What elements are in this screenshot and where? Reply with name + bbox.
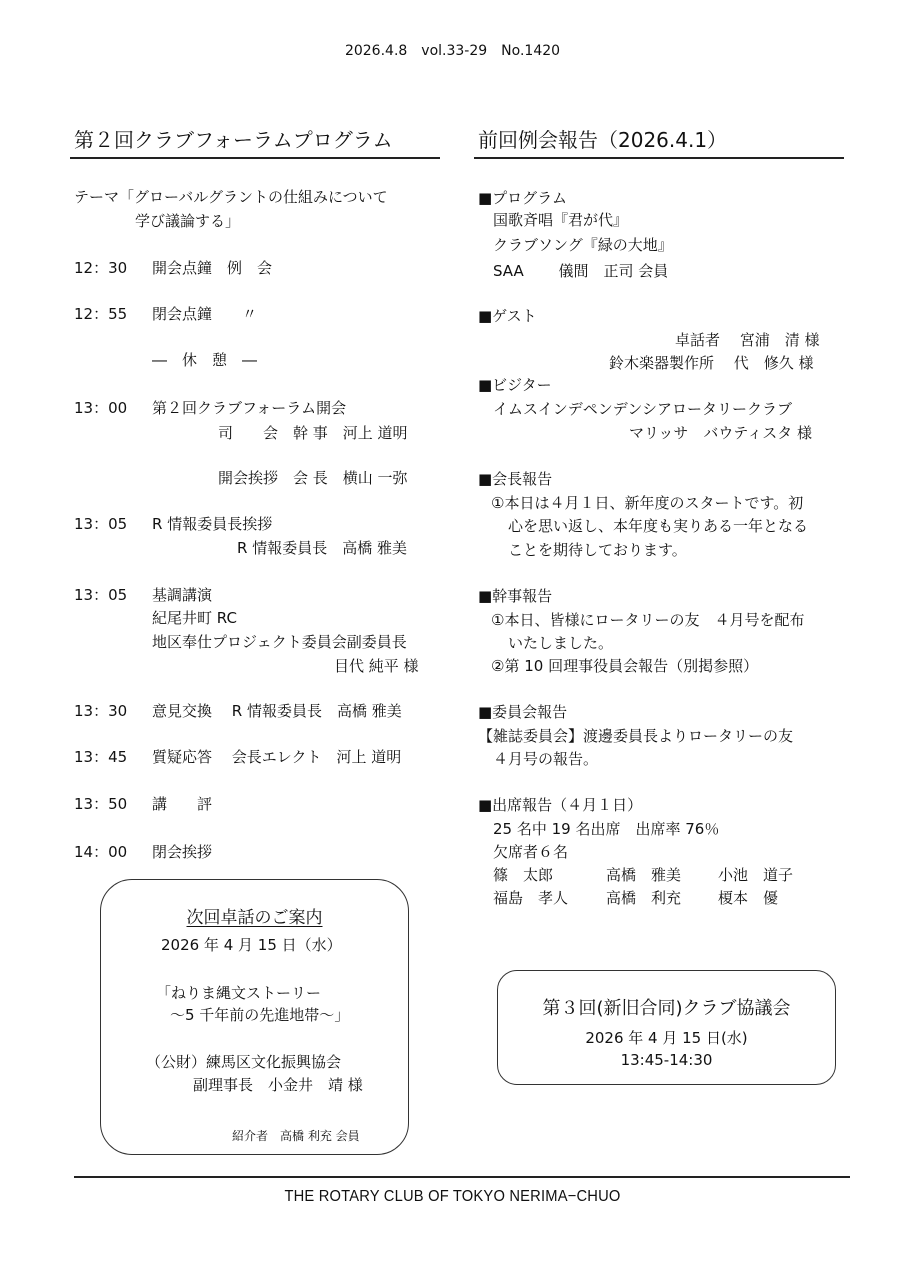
program-detail: 紀尾井町 RC <box>152 609 237 627</box>
report-line: SAA 儀間 正司 会員 <box>493 262 669 280</box>
next-talk-title-1: 「ねりま縄文ストーリー <box>156 984 322 1002</box>
program-break: ― 休 憩 ― <box>152 351 258 369</box>
report-line: 心を思い返し、本年度も実りある一年となる <box>508 517 809 535</box>
program-time: 12：55 <box>74 305 128 323</box>
report-line: 卓話者 宮浦 清 様 <box>675 331 820 349</box>
report-line: 【雑誌委員会】渡邊委員長よりロータリーの友 <box>478 727 794 745</box>
theme-line-2: 学び議論する」 <box>135 212 241 230</box>
absentee-name: 高橋 利充 <box>606 889 682 907</box>
program-time: 13：05 <box>74 586 128 604</box>
report-line: いたしました。 <box>508 634 614 652</box>
program-time: 13：50 <box>74 795 128 813</box>
program-item: 意見交換 R 情報委員長 高橋 雅美 <box>152 702 402 720</box>
previous-meeting-title: 前回例会報告（2026.4.1） <box>478 128 728 152</box>
theme-line-1: テーマ「グローバルグラントの仕組みについて <box>74 188 388 206</box>
next-talk-title-2: ～5 千年前の先進地帯～」 <box>170 1006 350 1024</box>
program-item: 閉会点鐘 〃 <box>152 305 258 323</box>
program-heading: ■プログラム <box>478 189 568 207</box>
program-item: 閉会挨拶 <box>152 843 213 861</box>
absentee-name: 榎本 優 <box>718 889 779 907</box>
secretary-report-heading: ■幹事報告 <box>478 587 553 605</box>
next-talk-heading: 次回卓話のご案内 <box>186 908 323 928</box>
club-council-heading: 第３回(新旧合同)クラブ協議会 <box>542 998 791 1019</box>
report-line: クラブソング『緑の大地』 <box>493 236 673 254</box>
attendance-report-heading: ■出席報告（４月１日） <box>478 796 643 814</box>
next-talk-org: （公財）練馬区文化振興協会 <box>146 1053 342 1071</box>
program-time: 13：00 <box>74 399 128 417</box>
program-detail: 開会挨拶 会 長 横山 一弥 <box>218 469 408 487</box>
club-council-date: 2026 年 4 月 15 日(水) <box>585 1029 748 1047</box>
program-time: 13：45 <box>74 748 128 766</box>
issue-info: 2026.4.8 vol.33-29 No.1420 <box>344 43 561 59</box>
footer-club-name: THE ROTARY CLUB OF TOKYO NERIMA−CHUO <box>284 1188 621 1205</box>
report-line: 欠席者６名 <box>493 843 569 861</box>
forum-program-title: 第２回クラブフォーラムプログラム <box>74 128 393 152</box>
program-time: 12：30 <box>74 259 128 277</box>
guest-heading: ■ゲスト <box>478 307 537 325</box>
report-line: ①本日は４月１日、新年度のスタートです。初 <box>491 494 804 512</box>
committee-report-heading: ■委員会報告 <box>478 703 568 721</box>
program-item: 質疑応答 会長エレクト 河上 道明 <box>152 748 402 766</box>
report-line: ことを期待しております。 <box>508 541 687 559</box>
program-detail: 目代 純平 様 <box>334 657 419 675</box>
program-detail: 地区奉仕プロジェクト委員会副委員長 <box>152 633 407 651</box>
club-council-time: 13:45-14:30 <box>620 1051 713 1069</box>
program-time: 13：05 <box>74 515 128 533</box>
president-report-heading: ■会長報告 <box>478 470 553 488</box>
program-item: R 情報委員長挨拶 <box>152 515 273 533</box>
absentee-name: 福島 孝人 <box>493 889 569 907</box>
program-time: 14：00 <box>74 843 128 861</box>
program-item: 開会点鐘 例 会 <box>152 259 273 277</box>
report-line: ４月号の報告。 <box>493 750 599 768</box>
next-talk-introducer: 紹介者 高橋 利充 会員 <box>232 1129 360 1143</box>
footer-rule <box>74 1176 850 1178</box>
program-item: 基調講演 <box>152 586 213 604</box>
report-line: 鈴木楽器製作所 代 修久 様 <box>609 354 814 372</box>
report-line: マリッサ バウティスタ 様 <box>629 424 812 442</box>
program-detail: R 情報委員長 高橋 雅美 <box>237 539 407 557</box>
program-item: 第２回クラブフォーラム開会 <box>152 399 347 417</box>
report-line: 25 名中 19 名出席 出席率 76％ <box>493 820 720 838</box>
program-detail: 司 会 幹 事 河上 道明 <box>218 424 408 442</box>
next-talk-date: 2026 年 4 月 15 日（水） <box>161 936 342 954</box>
program-time: 13：30 <box>74 702 128 720</box>
left-title-rule <box>70 157 440 159</box>
report-line: イムスインデペンデンシアロータリークラブ <box>493 400 793 418</box>
report-line: ①本日、皆様にロータリーの友 ４月号を配布 <box>491 611 805 629</box>
next-talk-speaker: 副理事長 小金井 靖 様 <box>193 1076 363 1094</box>
absentee-name: 篠 太郎 <box>493 866 554 884</box>
visitor-heading: ■ビジター <box>478 376 552 394</box>
absentee-name: 小池 道子 <box>718 866 794 884</box>
program-item: 講 評 <box>152 795 213 813</box>
right-title-rule <box>474 157 844 159</box>
report-line: 国歌斉唱『君が代』 <box>493 211 629 229</box>
report-line: ②第 10 回理事役員会報告（別掲参照） <box>491 657 759 675</box>
absentee-name: 高橋 雅美 <box>606 866 682 884</box>
